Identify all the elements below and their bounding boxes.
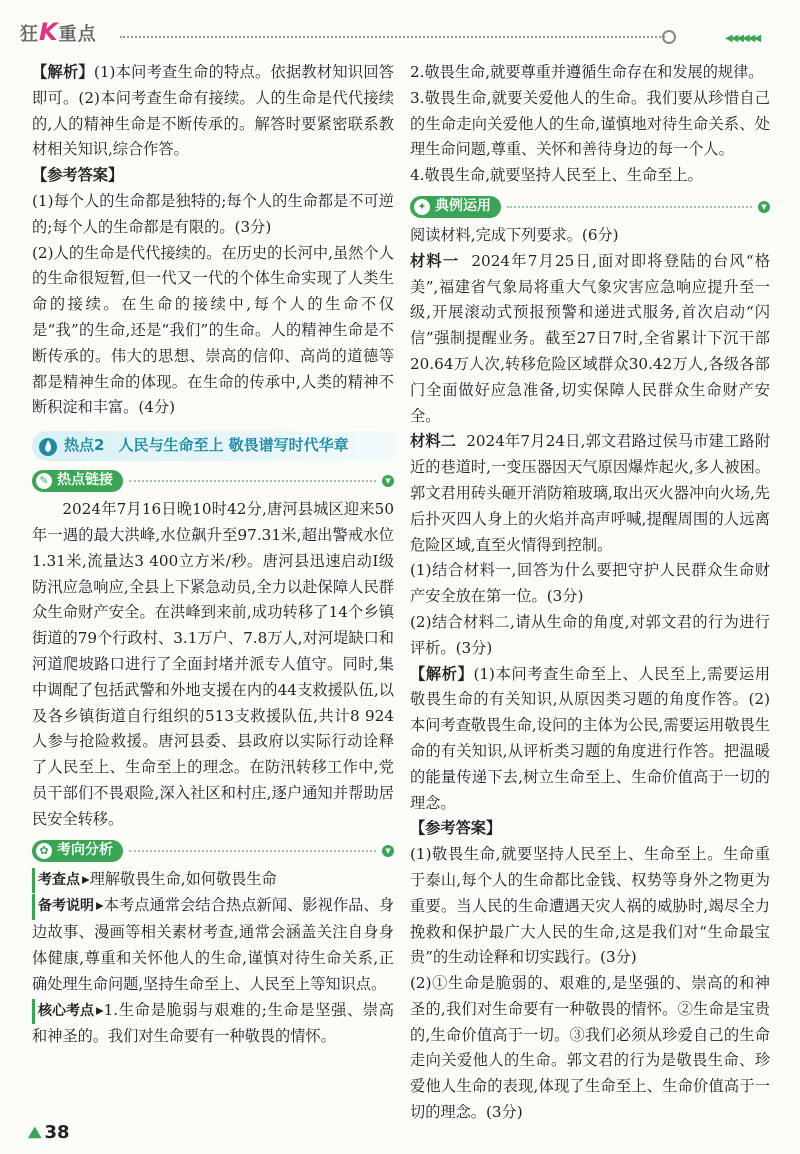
brand-text-a: 狂 (20, 24, 39, 45)
material-2-text: 2024年7月24日,郭文君路过侯马市建工路附近的巷道时,一变压器因天气原因爆炸起火,多人被困。郭文君用砖头砸开消防箱玻璃,取出灭火器冲向火场,先后扑灭四人身上的火焰并高声呼喊,提醒周围的人远离危险区域,直至火情得到控制。 (410, 432, 771, 554)
core-point-tag: 核心考点 (32, 999, 94, 1025)
brand-k: K (39, 18, 59, 46)
question-2: (2)结合材料二,请从生命的角度,对郭文君的行为进行评析。(3分) (410, 612, 770, 657)
material-2 (410, 429, 770, 558)
page-number (28, 1122, 70, 1143)
section-pill (410, 196, 501, 218)
material-1-text: 2024年7月25日,面对即将登陆的台风“格美”,福建省气象局将重大气象灾害应急响应提升至一级,开展滚动式预报预警和递进式服务,首次启动“闪信”强制提醒业务。截至27日7时,全省累计下沉干部20.64万人次,转移危险区域群众30.42万人,各级各部门全面做好应急准备,切实保障人民群众生命财产安全。 (410, 251, 771, 425)
page-number-text: 38 (44, 1122, 70, 1143)
prep-note: 备考说明 ▸本考点通常会结合热点新闻、影视作品、身边故事、漫画等相关素材考查,通常会涵盖关注自身身体健康,尊重和关怀他人的生命,谨慎对待生命关系,正确处理生命问题,坚持生命至上、人民至上等知识点。 (32, 896, 394, 993)
analysis-text: (1)本问考查生命的特点。依据教材知识回答即可。(2)本问考查生命有接续。人的生命是代代接续的,人的精神生命是不断传承的。解答时要紧密联系教材相关知识,综合作答。 (32, 63, 394, 159)
core-point-2: 2.敬畏生命,就要尊重并遵循生命存在和发展的规律。 (410, 63, 764, 81)
page-mark-icon: ⛰ (28, 1122, 42, 1142)
section-analysis (32, 839, 394, 863)
section-pill (32, 470, 123, 492)
section-title: 热点链接 (57, 472, 113, 489)
analysis-label: 【解析】 (410, 664, 474, 683)
chevron-down-icon: ▼ (382, 845, 394, 857)
answer-1: (1)每个人的生命都是独特的;每个人的生命都是不可逆的;每个人的生命都是有限的。(3分) (32, 191, 394, 236)
answer-2: (2)人的生命是代代接续的。在历史的长河中,虽然个人的生命很短暂,但一代又一代的个体生命实现了人类生命的接续。在生命的接续中,每个人的生命不仅是“我”的生命,还是“我们”的生命。人的精神生命是不断传承的。伟大的思想、崇高的信仰、高尚的道德等都是精神生命的体现。在生命的传承中,人类的精神不断积淀和丰富。(4分) (32, 243, 394, 417)
leaf-icon: ✦ (414, 199, 430, 215)
answer-2: (2)①生命是脆弱的、艰难的,是坚强的、崇高的和神圣的,我们对生命要有一种敬畏的情怀。②生命是宝贵的,生命价值高于一切。③我们必须从珍爱自己的生命走向关爱他人的生命。郭文君的行为是敬畏生命、珍爱他人生命的表现,体现了生命至上、生命价值高于一切的理念。(3分) (410, 974, 770, 1122)
answer-label: 【参考答案】 (32, 166, 124, 185)
material-2-label: 材料二 (410, 432, 457, 451)
section-pill (32, 840, 123, 862)
section-divider (507, 206, 752, 208)
brand-logo (20, 18, 97, 46)
leaf-icon: ✿ (36, 843, 52, 859)
hot-topic-number: 热点2 (64, 436, 105, 455)
analysis-paragraph (410, 662, 770, 817)
chevron-down-icon: ▼ (382, 475, 394, 487)
exam-point-text: 理解敬畏生命,如何敬畏生命 (89, 869, 277, 888)
prep-note-text: 本考点通常会结合热点新闻、影视作品、身边故事、漫画等相关素材考查,通常会涵盖关注自身身体健康,尊重和关怀他人的生命,谨慎对待生命关系,正确处理生命问题,坚持生命至上、人民至上等知识点。 (32, 896, 394, 993)
section-divider (129, 850, 376, 852)
page-header (0, 0, 800, 50)
section-divider (129, 480, 376, 482)
brand-text-b: 重点 (58, 24, 97, 45)
chevron-down-icon: ▼ (758, 201, 770, 213)
task-instruction: 阅读材料,完成下列要求。(6分) (410, 225, 619, 244)
answer-label: 【参考答案】 (410, 819, 502, 838)
exam-point: 考查点 ▸理解敬畏生命,如何敬畏生命 (32, 867, 394, 894)
answer-1: (1)敬畏生命,就要坚持人民至上、生命至上。生命重于泰山,每个人的生命都比金钱、权势等身外之物更为重要。当人民的生命遭遇天灾人祸的威胁时,竭尽全力挽救和保护最广大人民的生命,这是我们对“生命最宝贵”的生动诠释和切实践行。(3分) (410, 845, 770, 967)
section-title: 考向分析 (57, 841, 113, 858)
prep-note-tag: 备考说明 (32, 894, 94, 920)
hot-topic-title: 人民与生命至上 敬畏谱写时代华章 (118, 436, 349, 455)
material-1-label: 材料一 (410, 251, 460, 270)
material-1 (410, 249, 770, 430)
hot-topic-banner (32, 431, 394, 461)
right-column (410, 60, 770, 1126)
flame-icon (38, 435, 58, 457)
exam-point-tag: 考查点 (32, 868, 80, 894)
header-circle-icon (662, 30, 676, 44)
header-divider (120, 36, 665, 38)
section-hot-link (32, 469, 394, 493)
analysis-text: (1)本问考查生命至上、人民至上,需要运用敬畏生命的有关知识,从原因类习题的角度作答。(2)本问考查敬畏生命,设问的主体为公民,需要运用敬畏生命的有关知识,从评析类习题的角度进行作答。把温暖的能量传递下去,树立生命至上、生命价值高于一切的理念。 (410, 664, 771, 812)
leaf-icon: ✎ (36, 473, 52, 489)
section-example (410, 195, 770, 219)
core-point-3: 3.敬畏生命,就要关爱他人的生命。我们要从珍惜自己的生命走向关爱他人的生命,谨慎地对待生命关系、处理生命问题,尊重、关怀和善待身边的每一个人。 (410, 88, 770, 159)
core-point: 核心考点 ▸1.生命是脆弱与艰难的;生命是坚强、崇高和神圣的。我们对生命要有一种敬畏的情怀。 (32, 1000, 394, 1046)
analysis-label: 【解析】 (32, 63, 94, 81)
hot-link-text: 2024年7月16日晚10时42分,唐河县城区迎来50年一遇的最大洪峰,水位飙升至97.31米,超出警戒水位1.31米,流量达3 400立方米/秒。唐河县迅速启动Ⅰ级防汛应急响应,全县上下紧急动员,全力以赴保障人民群众生命财产安全。在洪峰到来前,成功转移了14个乡镇街道的79个行政村、3.1万户、7.8万人,对河堤缺口和河道爬坡路口进行了全面封堵并派专人值守。同时,集中调配了包括武警和外地支援在内的44支救援队伍,以及各乡镇街道自行组织的513支救援队伍,共计8 924人参与抢险救援。唐河县委、县政府以实际行动诠释了人民至上、生命至上的理念。在防汛转移工作中,党员干部们不畏艰险,深入社区和村庄,逐户通知并帮助居民安全转移。 (32, 500, 394, 828)
core-point-4: 4.敬畏生命,就要坚持人民至上、生命至上。 (410, 166, 703, 185)
core-point-text: 1.生命是脆弱与艰难的;生命是坚强、崇高和神圣的。我们对生命要有一种敬畏的情怀。 (32, 1000, 394, 1046)
analysis-paragraph (32, 60, 394, 163)
section-title: 典例运用 (435, 198, 491, 215)
header-arrows-icon: ◀◀◀◀◀◀ (725, 33, 760, 44)
left-column (32, 60, 394, 1050)
question-1: (1)结合材料一,回答为什么要把守护人民群众生命财产安全放在第一位。(3分) (410, 561, 770, 606)
